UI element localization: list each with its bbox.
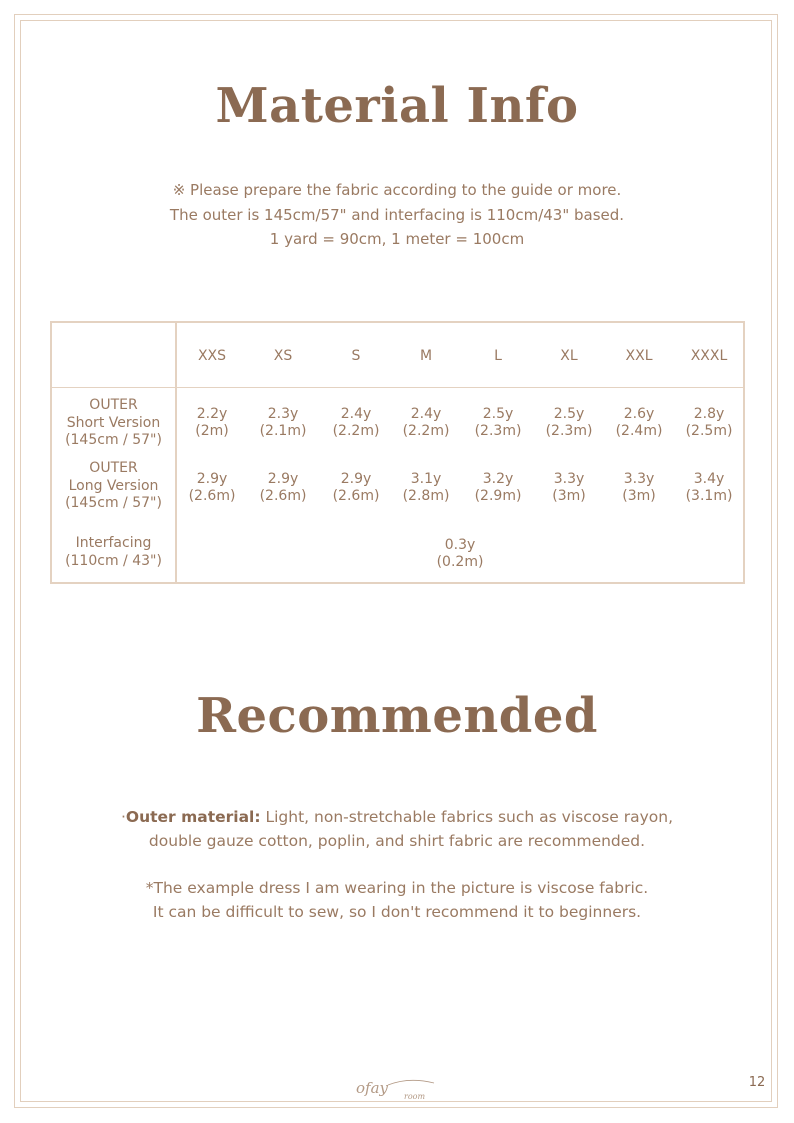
row-label-line: OUTER	[89, 460, 138, 476]
table-cell	[189, 471, 236, 505]
yard-value: 3.3y	[623, 471, 655, 487]
size-header-xl: XL	[560, 348, 578, 364]
table-cell	[475, 471, 522, 505]
table-header-divider	[52, 387, 743, 388]
meter-value: (2.6m)	[332, 488, 380, 504]
yard-value: 2.6y	[623, 406, 655, 422]
logo-room: room	[404, 1092, 426, 1101]
size-header-xs: XS	[273, 348, 293, 364]
yard-value: 2.9y	[340, 471, 372, 487]
fabric-table	[50, 321, 745, 584]
yard-value: 2.4y	[340, 406, 372, 422]
table-column-divider	[175, 323, 177, 582]
yard-value: 3.3y	[553, 471, 585, 487]
row-label-outer-short	[52, 397, 175, 450]
table-cell	[546, 406, 593, 440]
note-line-1: *The example dress I am wearing in the picture is viscose fabric.	[145, 879, 649, 897]
interfacing-value-cell	[437, 537, 484, 571]
outer-material-text	[0, 805, 794, 853]
meter-value: (2.4m)	[615, 423, 663, 439]
table-cell	[403, 471, 450, 505]
row-label-interfacing	[52, 535, 175, 570]
row-label-line: (145cm / 57")	[65, 432, 162, 448]
meter-value: (2.2m)	[332, 423, 380, 439]
yard-value: 2.8y	[693, 406, 725, 422]
intro-line-2: The outer is 145cm/57" and interfacing is 110cm/43" based.	[169, 205, 625, 224]
meter-value: (2.5m)	[685, 423, 733, 439]
yard-value: 2.9y	[196, 471, 228, 487]
table-cell	[333, 406, 380, 440]
yard-value: 3.4y	[693, 471, 725, 487]
row-label-line: Interfacing	[75, 535, 152, 551]
size-header-s: S	[351, 348, 361, 364]
size-header-xxs: XXS	[197, 348, 227, 364]
table-cell	[195, 406, 228, 440]
intro-text	[0, 178, 794, 252]
yard-value: 3.2y	[482, 471, 514, 487]
outer-material-line-2: double gauze cotton, poplin, and shirt fabric are recommended.	[148, 832, 646, 850]
yard-value: 2.3y	[267, 406, 299, 422]
meter-value: (2.3m)	[545, 423, 593, 439]
logo-script: ofay	[356, 1079, 388, 1097]
meter-value: (2.3m)	[474, 423, 522, 439]
size-header-m: M	[419, 348, 433, 364]
meter-value: (2.2m)	[402, 423, 450, 439]
recommended-title: Recommended	[196, 688, 598, 744]
yard-value: 3.1y	[410, 471, 442, 487]
yard-value: 2.2y	[196, 406, 228, 422]
ofay-room-logo	[348, 1073, 444, 1103]
meter-value: (0.2m)	[436, 554, 484, 570]
table-cell	[686, 406, 733, 440]
table-cell	[552, 471, 585, 505]
size-header-xxl: XXL	[625, 348, 653, 364]
table-cell	[260, 406, 307, 440]
row-label-line: Short Version	[66, 414, 161, 431]
size-header-xxxl: XXXL	[690, 348, 728, 364]
material-info-title: Material Info	[215, 78, 579, 134]
table-cell	[622, 471, 655, 505]
intro-line-1: ※ Please prepare the fabric according to the guide or more.	[172, 181, 622, 199]
row-label-line: Long Version	[68, 477, 159, 494]
row-label-outer-long	[52, 460, 175, 513]
meter-value: (3.1m)	[685, 488, 733, 504]
yard-value: 2.5y	[482, 406, 514, 422]
table-cell	[686, 471, 733, 505]
row-label-line: OUTER	[89, 397, 138, 413]
yard-value: 2.9y	[267, 471, 299, 487]
table-cell	[475, 406, 522, 440]
meter-value: (2.1m)	[259, 423, 307, 439]
meter-value: (2.9m)	[474, 488, 522, 504]
intro-line-3: 1 yard = 90cm, 1 meter = 100cm	[269, 230, 525, 248]
example-note	[0, 876, 794, 924]
outer-material-line-1	[0, 805, 794, 829]
meter-value: (2.6m)	[259, 488, 307, 504]
yard-value: 0.3y	[444, 537, 476, 553]
meter-value: (2.8m)	[402, 488, 450, 504]
row-label-line: (110cm / 43")	[65, 552, 162, 569]
row-label-line: (145cm / 57")	[65, 495, 162, 511]
logo-swash	[388, 1080, 434, 1085]
table-cell	[333, 471, 380, 505]
table-cell	[260, 471, 307, 505]
meter-value: (2m)	[195, 423, 229, 439]
size-header-l: L	[494, 348, 502, 364]
yard-value: 2.4y	[410, 406, 442, 422]
outer-material-desc-1: Light, non-stretchable fabrics such as viscose rayon,	[260, 808, 674, 826]
page-number: 12	[748, 1075, 766, 1090]
table-cell	[403, 406, 450, 440]
note-line-2: It can be difficult to sew, so I don't recommend it to beginners.	[152, 903, 642, 921]
outer-material-label: Outer material:	[125, 808, 261, 826]
meter-value: (2.6m)	[188, 488, 236, 504]
meter-value: (3m)	[552, 488, 586, 504]
meter-value: (3m)	[622, 488, 656, 504]
bullet: ·	[120, 808, 126, 826]
yard-value: 2.5y	[553, 406, 585, 422]
table-cell	[616, 406, 663, 440]
